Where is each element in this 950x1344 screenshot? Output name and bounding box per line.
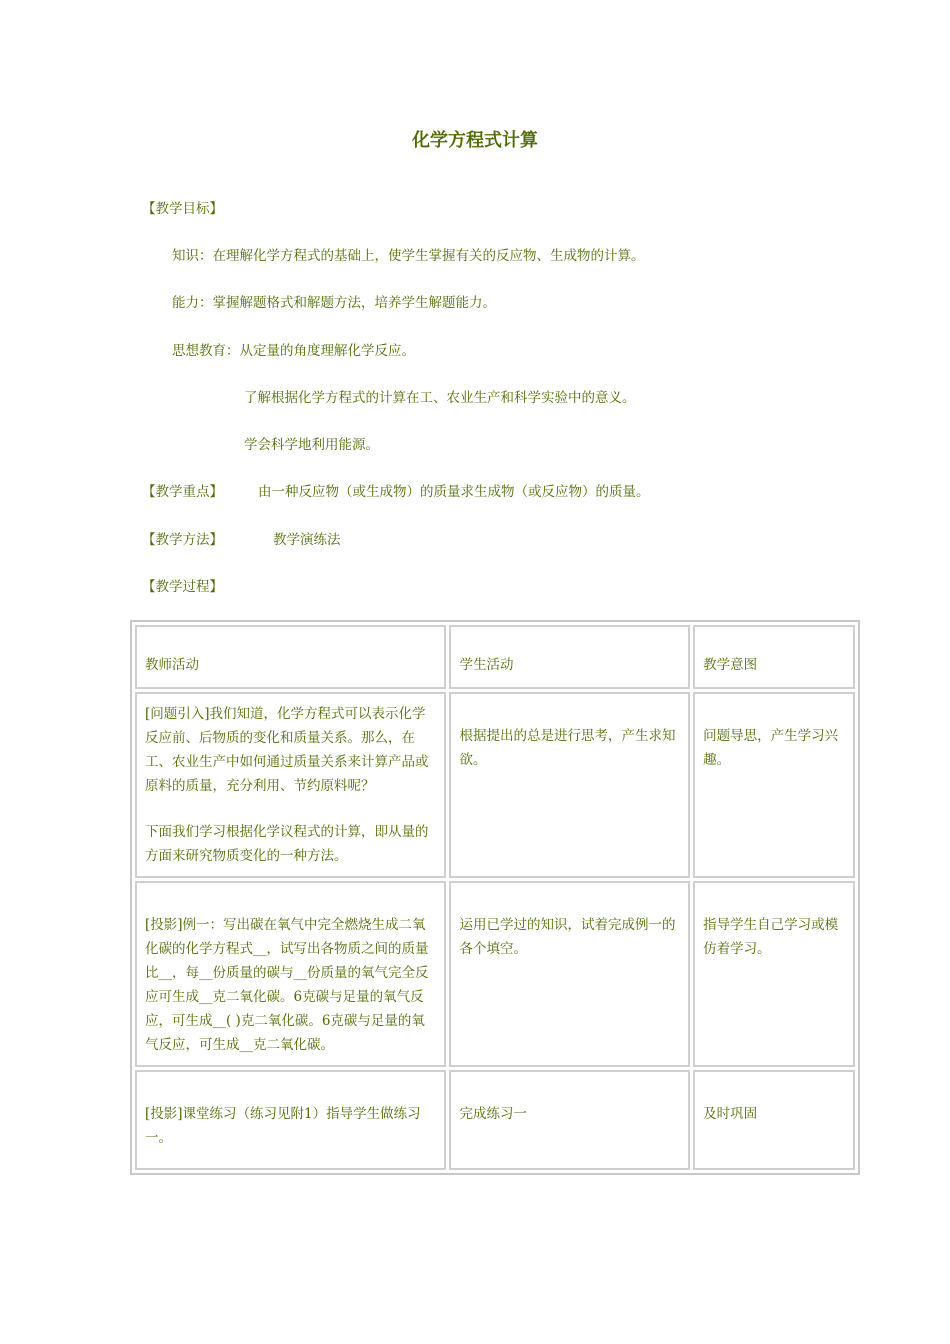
method-label: 【教学方法】 bbox=[142, 532, 223, 548]
key-point-label: 【教学重点】 bbox=[142, 484, 223, 500]
row3-student-activity: 完成练习一 bbox=[449, 1070, 690, 1170]
objective-ability: 能力：掌握解题格式和解题方法，培养学生解题能力。 bbox=[172, 295, 496, 311]
row3-teacher-para1: [投影]课堂练习（练习见附1）指导学生做练习一。 bbox=[145, 1106, 421, 1146]
row2-teaching-intent: 指导学生自己学习或模仿着学习。 bbox=[693, 881, 855, 1067]
row2-teacher-activity bbox=[135, 881, 446, 1067]
objective-ideology-significance: 了解根据化学方程式的计算在工、农业生产和科学实验中的意义。 bbox=[244, 390, 636, 406]
method-text: 教学演练法 bbox=[273, 532, 341, 548]
row1-teaching-intent: 问题导思，产生学习兴趣。 bbox=[693, 692, 855, 878]
row3-teacher-activity bbox=[135, 1070, 446, 1170]
header-student-activity: 学生活动 bbox=[449, 625, 690, 689]
key-point-text: 由一种反应物（或生成物）的质量求生成物（或反应物）的质量。 bbox=[258, 484, 650, 500]
row3-teaching-intent: 及时巩固 bbox=[693, 1070, 855, 1170]
objective-ideology-energy: 学会科学地利用能源。 bbox=[244, 437, 379, 453]
header-teaching-intent: 教学意图 bbox=[693, 625, 855, 689]
table-row bbox=[135, 1070, 855, 1170]
teaching-process-table bbox=[130, 620, 860, 1175]
row2-student-activity: 运用已学过的知识，试着完成例一的各个填空。 bbox=[449, 881, 690, 1067]
row2-teacher-para1: [投影]例一：写出碳在氧气中完全燃烧生成二氧化碳的化学方程式__，试写出各物质之间的质量比__，每__份质量的碳与__份质量的氧气完全反应可生成__克二氧化碳。6克碳与足量的氧气反应，可生成__( )克二氧化碳。6克碳与足量的氧气反应，可生成__克二氧化碳。 bbox=[145, 917, 429, 1053]
table-row bbox=[135, 692, 855, 878]
table-header-row bbox=[135, 625, 855, 689]
row1-teacher-para1: [问题引入]我们知道，化学方程式可以表示化学反应前、后物质的变化和质量关系。那么，在工、农业生产中如何通过质量关系来计算产品或原料的质量，充分利用、节约原料呢？ bbox=[145, 706, 429, 794]
objective-knowledge: 知识：在理解化学方程式的基础上，使学生掌握有关的反应物、生成物的计算。 bbox=[172, 248, 645, 264]
objective-ideology: 思想教育：从定量的角度理解化学反应。 bbox=[172, 343, 415, 359]
process-label: 【教学过程】 bbox=[142, 579, 223, 595]
row1-student-activity: 根据提出的总是进行思考，产生求知欲。 bbox=[449, 692, 690, 878]
row1-teacher-para2: 下面我们学习根据化学议程式的计算，即从量的方面来研究物质变化的一种方法。 bbox=[145, 824, 429, 864]
document-title: 化学方程式计算 bbox=[412, 130, 538, 151]
table-row bbox=[135, 881, 855, 1067]
objectives-label: 【教学目标】 bbox=[142, 201, 223, 217]
row1-teacher-activity bbox=[135, 692, 446, 878]
header-teacher-activity: 教师活动 bbox=[135, 625, 446, 689]
